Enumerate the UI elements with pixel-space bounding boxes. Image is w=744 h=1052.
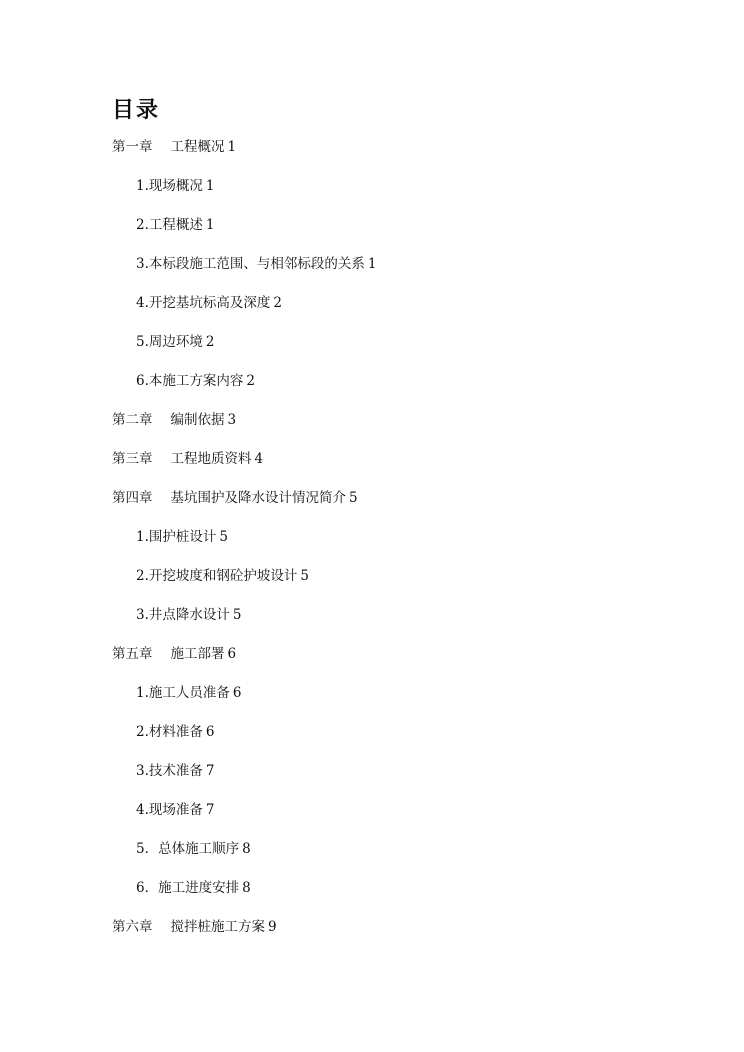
toc-title: 目录 bbox=[112, 98, 161, 123]
toc-section-entry[interactable] bbox=[136, 528, 228, 546]
toc-section-entry[interactable] bbox=[136, 567, 309, 585]
page-number: 1 bbox=[205, 178, 215, 194]
page-number: 4 bbox=[254, 451, 264, 467]
page-number: 3 bbox=[227, 412, 237, 428]
toc-section-entry[interactable] bbox=[136, 606, 241, 624]
chapter-number: 第四章 bbox=[112, 490, 153, 506]
entry-title: 工程概况 bbox=[170, 139, 225, 155]
entry-title: 1.围护桩设计 bbox=[136, 529, 217, 545]
entry-title: 4.开挖基坑标高及深度 bbox=[136, 295, 271, 311]
toc-section-entry[interactable] bbox=[136, 255, 376, 273]
entry-title: 编制依据 bbox=[170, 412, 225, 428]
entry-title: 基坑围护及降水设计情况简介 bbox=[170, 490, 346, 506]
toc-section-entry[interactable] bbox=[136, 723, 214, 741]
entry-title: 6．施工进度安排 bbox=[136, 880, 240, 896]
toc-section-entry[interactable] bbox=[136, 216, 214, 234]
toc-section-entry[interactable] bbox=[136, 684, 241, 702]
page-number: 2 bbox=[246, 373, 255, 389]
page-number: 5 bbox=[349, 490, 358, 506]
page-number: 1 bbox=[367, 256, 377, 272]
entry-title: 3.井点降水设计 bbox=[136, 607, 230, 623]
entry-title: 6.本施工方案内容 bbox=[136, 373, 244, 389]
entry-title: 1.现场概况 bbox=[136, 178, 203, 194]
entry-title: 3.本标段施工范围、与相邻标段的关系 bbox=[136, 256, 365, 272]
entry-title: 2.材料准备 bbox=[136, 724, 203, 740]
toc-chapter-entry[interactable] bbox=[112, 645, 236, 663]
toc-section-entry[interactable] bbox=[136, 762, 214, 780]
page-number: 8 bbox=[242, 880, 251, 896]
toc-chapter-entry[interactable] bbox=[112, 918, 277, 936]
toc-section-entry[interactable] bbox=[136, 333, 214, 351]
chapter-number: 第二章 bbox=[112, 412, 153, 428]
page-number: 7 bbox=[205, 802, 215, 818]
page-number: 5 bbox=[219, 529, 228, 545]
toc-section-entry[interactable] bbox=[136, 372, 255, 390]
page-number: 2 bbox=[205, 334, 215, 350]
toc-chapter-entry[interactable] bbox=[112, 138, 236, 156]
page-number: 1 bbox=[205, 217, 215, 233]
entry-title: 5.周边环境 bbox=[136, 334, 203, 350]
toc-section-entry[interactable] bbox=[136, 177, 214, 195]
toc-section-entry[interactable] bbox=[136, 840, 251, 858]
page-number: 2 bbox=[273, 295, 282, 311]
chapter-number: 第一章 bbox=[112, 139, 153, 155]
entry-title: 4.现场准备 bbox=[136, 802, 203, 818]
toc-chapter-entry[interactable] bbox=[112, 489, 358, 507]
chapter-number: 第三章 bbox=[112, 451, 153, 467]
entry-title: 2.开挖坡度和钢砼护坡设计 bbox=[136, 568, 298, 584]
entry-title: 搅拌桩施工方案 bbox=[170, 919, 265, 935]
page-number: 5 bbox=[232, 607, 242, 623]
entry-title: 2.工程概述 bbox=[136, 217, 203, 233]
entry-title: 工程地质资料 bbox=[170, 451, 252, 467]
page-number: 7 bbox=[205, 763, 215, 779]
entry-title: 5．总体施工顺序 bbox=[136, 841, 240, 857]
page-number: 6 bbox=[232, 685, 242, 701]
entry-title: 3.技术准备 bbox=[136, 763, 203, 779]
page-number: 5 bbox=[300, 568, 309, 584]
page-number: 1 bbox=[227, 139, 237, 155]
toc-chapter-entry[interactable] bbox=[112, 411, 236, 429]
page-number: 8 bbox=[242, 841, 251, 857]
toc-chapter-entry[interactable] bbox=[112, 450, 263, 468]
chapter-number: 第五章 bbox=[112, 646, 153, 662]
page-number: 6 bbox=[227, 646, 237, 662]
entry-title: 施工部署 bbox=[170, 646, 225, 662]
toc-section-entry[interactable] bbox=[136, 879, 251, 897]
chapter-number: 第六章 bbox=[112, 919, 153, 935]
toc-section-entry[interactable] bbox=[136, 801, 214, 819]
page-number: 9 bbox=[268, 919, 277, 935]
toc-section-entry[interactable] bbox=[136, 294, 282, 312]
page-number: 6 bbox=[205, 724, 215, 740]
entry-title: 1.施工人员准备 bbox=[136, 685, 230, 701]
